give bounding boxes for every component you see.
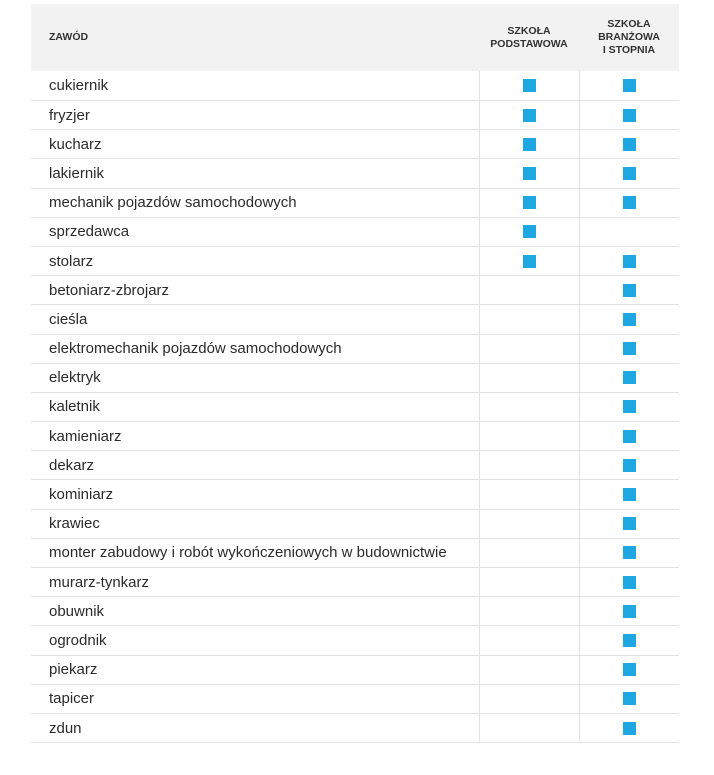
check-square-icon: [623, 371, 636, 384]
check-square-icon: [523, 225, 536, 238]
profession-name: monter zabudowy i robót wykończeniowych w budownictwie: [49, 544, 447, 562]
profession-name: elektryk: [49, 369, 101, 387]
vocational-school-cell: [579, 568, 679, 596]
check-square-icon: [623, 255, 636, 268]
check-square-icon: [623, 313, 636, 326]
primary-school-cell: [479, 276, 579, 304]
header-profession: ZAWÓD: [49, 31, 89, 43]
primary-school-cell: [479, 130, 579, 158]
table-row: [31, 480, 679, 509]
check-square-icon: [623, 400, 636, 413]
check-square-icon: [623, 663, 636, 676]
profession-name: ogrodnik: [49, 631, 107, 649]
header-primary-school: SZKOŁA PODSTAWOWA: [490, 24, 568, 50]
check-square-icon: [623, 138, 636, 151]
profession-name: kominiarz: [49, 486, 114, 504]
primary-school-cell: [479, 101, 579, 129]
table-body: [31, 71, 679, 743]
table-row: [31, 276, 679, 305]
vocational-school-cell: [579, 305, 679, 333]
check-square-icon: [623, 459, 636, 472]
table-row: [31, 714, 679, 743]
primary-school-cell: [479, 568, 579, 596]
primary-school-cell: [479, 714, 579, 742]
primary-school-cell: [479, 422, 579, 450]
check-square-icon: [523, 138, 536, 151]
vocational-school-cell: [579, 364, 679, 392]
check-square-icon: [523, 109, 536, 122]
profession-name: dekarz: [49, 456, 95, 474]
primary-school-cell: [479, 451, 579, 479]
profession-name: obuwnik: [49, 602, 105, 620]
vocational-school-cell: [579, 159, 679, 187]
primary-school-cell: [479, 189, 579, 217]
table-row: [31, 335, 679, 364]
table-row: [31, 159, 679, 188]
table-row: [31, 305, 679, 334]
check-square-icon: [623, 546, 636, 559]
vocational-school-cell: [579, 685, 679, 713]
vocational-school-cell: [579, 597, 679, 625]
check-square-icon: [623, 79, 636, 92]
table-row: [31, 510, 679, 539]
table-row: [31, 539, 679, 568]
table-row: [31, 626, 679, 655]
profession-name: sprzedawca: [49, 223, 130, 241]
check-square-icon: [623, 605, 636, 618]
profession-name: cukiernik: [49, 77, 109, 94]
profession-name: kucharz: [49, 135, 102, 153]
primary-school-cell: [479, 480, 579, 508]
check-square-icon: [623, 517, 636, 530]
check-square-icon: [523, 255, 536, 268]
check-square-icon: [623, 722, 636, 735]
primary-school-cell: [479, 656, 579, 684]
table-row: [31, 685, 679, 714]
primary-school-cell: [479, 597, 579, 625]
vocational-school-cell: [579, 71, 679, 100]
check-square-icon: [623, 109, 636, 122]
table-row: [31, 189, 679, 218]
vocational-school-cell: [579, 101, 679, 129]
profession-name: zdun: [49, 719, 82, 737]
check-square-icon: [623, 196, 636, 209]
profession-name: cieśla: [49, 310, 88, 328]
profession-name: murarz-tynkarz: [49, 573, 150, 591]
vocational-school-cell: [579, 422, 679, 450]
profession-name: betoniarz-zbrojarz: [49, 281, 170, 299]
profession-name: stolarz: [49, 252, 94, 270]
primary-school-cell: [479, 364, 579, 392]
profession-name: elektromechanik pojazdów samochodowych: [49, 340, 342, 358]
vocational-school-cell: [579, 656, 679, 684]
vocational-school-cell: [579, 218, 679, 246]
check-square-icon: [623, 576, 636, 589]
profession-name: lakiernik: [49, 164, 105, 182]
profession-name: mechanik pojazdów samochodowych: [49, 194, 297, 212]
profession-name: tapicer: [49, 690, 95, 708]
table-row: [31, 130, 679, 159]
check-square-icon: [523, 79, 536, 92]
profession-name: kamieniarz: [49, 427, 122, 445]
primary-school-cell: [479, 539, 579, 567]
table-row: [31, 393, 679, 422]
vocational-school-cell: [579, 130, 679, 158]
check-square-icon: [623, 634, 636, 647]
check-square-icon: [623, 342, 636, 355]
table-header: [31, 4, 679, 71]
vocational-school-cell: [579, 247, 679, 275]
table-row: [31, 451, 679, 480]
table-row: [31, 597, 679, 626]
check-square-icon: [623, 284, 636, 297]
table-row: [31, 656, 679, 685]
vocational-school-cell: [579, 510, 679, 538]
table-row: [31, 101, 679, 130]
table-row: [31, 71, 679, 101]
vocational-school-cell: [579, 480, 679, 508]
table-row: [31, 568, 679, 597]
table-row: [31, 422, 679, 451]
check-square-icon: [623, 488, 636, 501]
profession-name: krawiec: [49, 515, 100, 533]
check-square-icon: [623, 430, 636, 443]
vocational-school-cell: [579, 451, 679, 479]
check-square-icon: [523, 196, 536, 209]
primary-school-cell: [479, 159, 579, 187]
primary-school-cell: [479, 685, 579, 713]
vocational-school-cell: [579, 276, 679, 304]
table-row: [31, 247, 679, 276]
profession-name: piekarz: [49, 661, 98, 679]
primary-school-cell: [479, 393, 579, 421]
primary-school-cell: [479, 247, 579, 275]
vocational-school-cell: [579, 626, 679, 654]
check-square-icon: [523, 167, 536, 180]
primary-school-cell: [479, 626, 579, 654]
primary-school-cell: [479, 510, 579, 538]
table-row: [31, 218, 679, 247]
vocational-school-cell: [579, 189, 679, 217]
vocational-school-cell: [579, 335, 679, 363]
vocational-school-cell: [579, 393, 679, 421]
profession-table: [31, 4, 679, 743]
profession-name: fryzjer: [49, 106, 90, 124]
header-vocational-school: SZKOŁA BRANŻOWA I STOPNIA: [598, 18, 660, 56]
primary-school-cell: [479, 305, 579, 333]
primary-school-cell: [479, 335, 579, 363]
table-row: [31, 364, 679, 393]
check-square-icon: [623, 692, 636, 705]
check-square-icon: [623, 167, 636, 180]
primary-school-cell: [479, 218, 579, 246]
vocational-school-cell: [579, 539, 679, 567]
primary-school-cell: [479, 71, 579, 100]
profession-name: kaletnik: [49, 398, 100, 416]
vocational-school-cell: [579, 714, 679, 742]
